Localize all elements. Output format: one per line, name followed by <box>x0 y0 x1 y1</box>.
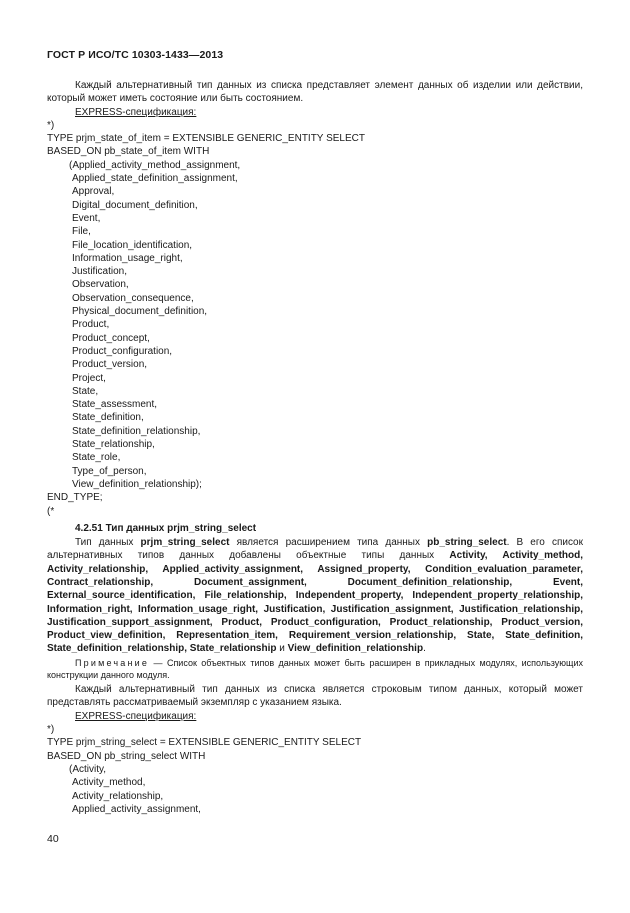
code-item: State_assessment, <box>72 399 158 411</box>
code-item: File_location_identification, <box>72 239 193 251</box>
code-item: Observation, <box>72 279 129 291</box>
express-code-block-1 <box>47 119 583 518</box>
code-item: Activity_method, <box>72 777 146 789</box>
standard-header: ГОСТ Р ИСО/ТС 10303-1433—2013 <box>47 49 224 61</box>
code-end-type: END_TYPE; <box>47 492 103 504</box>
code-item: Product_version, <box>72 359 148 371</box>
code-based-on-line: BASED_ON pb_string_select WITH <box>47 750 206 762</box>
express-spec-label: EXPRESS-спецификация: <box>75 106 197 118</box>
code-type-line: TYPE prjm_state_of_item = EXTENSIBLE GENERIC_ENTITY SELECT <box>47 133 365 145</box>
intro-paragraph-2: Каждый альтернативный тип данных из списка является строковым типом данных, который может представлять рассматриваемый экземпляр с указанием языка. <box>47 684 583 709</box>
code-item: State_definition, <box>72 412 144 424</box>
code-item: Information_usage_right, <box>72 252 183 264</box>
code-item: State_role, <box>72 452 121 464</box>
code-item: File, <box>72 226 91 238</box>
code-item: Physical_document_definition, <box>72 306 208 318</box>
note-label: Примечание <box>75 657 150 668</box>
code-item: Digital_document_definition, <box>72 199 198 211</box>
code-item: Justification, <box>72 266 128 278</box>
body-text <box>47 79 583 816</box>
code-item: State_definition_relationship, <box>72 425 201 437</box>
code-open-comment: *) <box>47 724 55 736</box>
code-item: Type_of_person, <box>72 465 147 477</box>
code-item: State, <box>72 385 99 397</box>
code-based-on-line: BASED_ON pb_state_of_item WITH <box>47 146 210 158</box>
code-item: (Applied_activity_method_assignment, <box>69 159 241 171</box>
note-paragraph: Примечание — Список объектных типов данных может быть расширен в прикладных модулях, использующих конструкции данного модуля. <box>47 657 583 680</box>
code-item: View_definition_relationship); <box>72 478 202 490</box>
code-item: Approval, <box>72 186 115 198</box>
section-heading: 4.2.51 Тип данных prjm_string_select <box>75 522 257 534</box>
code-item: Applied_state_definition_assignment, <box>72 173 238 185</box>
code-item: Product_configuration, <box>72 345 173 357</box>
code-type-line: TYPE prjm_string_select = EXTENSIBLE GENERIC_ENTITY SELECT <box>47 737 362 749</box>
code-item: Project, <box>72 372 106 384</box>
code-item: Observation_consequence, <box>72 292 194 304</box>
code-item: Event, <box>72 212 101 224</box>
code-open-comment: *) <box>47 119 55 131</box>
code-item: (Activity, <box>69 763 107 775</box>
express-spec-label-2: EXPRESS-спецификация: <box>75 710 197 722</box>
code-item: Applied_activity_assignment, <box>72 803 201 815</box>
page-number: 40 <box>47 833 59 845</box>
code-item: State_relationship, <box>72 439 155 451</box>
intro-paragraph: Каждый альтернативный тип данных из списка представляет элемент данных об изделии или действии, который может иметь состояние или быть состоянием. <box>47 80 583 105</box>
express-code-block-2 <box>47 723 583 816</box>
code-item: Product, <box>72 319 110 331</box>
code-item: Product_concept, <box>72 332 150 344</box>
section-paragraph: Тип данных prjm_string_select является расширением типа данных pb_string_select. В его список альтернативных типов данных добавлены объектные типы данных Activity, Activity_method, Activity_relationship, Applied_activity_assignment, Assigned_property, Condition_evaluation_parameter, Contract_relationship, Document_assignment, Document_definition_relationship, Event, External_source_identification, File_relationship, Independent_property, Independent_property_relationship, Information_right, Information_usage_right, Justification, Justification_assignment, Justification_relationship, Justification_support_assignment, Product, Product_configuration, Product_relationship, Product_version, Product_view_definition, Representation_item, Requirement_version_relationship, State, State_definition, State_definition_relationship, State_relationship и View_definition_relationship. <box>47 537 584 655</box>
code-item: Activity_relationship, <box>72 790 164 802</box>
code-close-comment: (* <box>47 505 55 517</box>
